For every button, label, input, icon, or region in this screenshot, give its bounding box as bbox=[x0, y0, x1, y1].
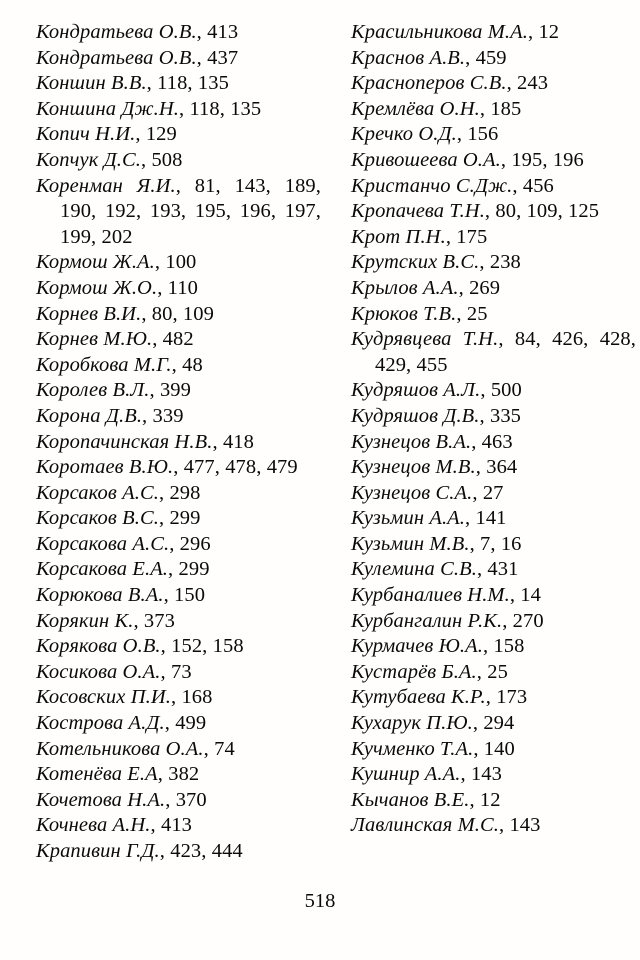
entry-pages: 298 bbox=[169, 481, 201, 504]
entry-pages: 296 bbox=[179, 532, 211, 555]
entry-pages: 418 bbox=[222, 430, 254, 453]
index-entry: Крылов А.А., 269 bbox=[351, 276, 501, 299]
index-column-right bbox=[351, 20, 636, 865]
entry-name: Крюков Т.В. bbox=[351, 302, 457, 325]
index-entry: Коробкова М.Г., 48 bbox=[36, 353, 203, 376]
entry-pages: 423, 444 bbox=[170, 840, 243, 862]
entry-name: Кучменко Т.А. bbox=[351, 737, 474, 760]
index-entry: Корякова О.В., 152, 158 bbox=[36, 635, 244, 658]
index-entry: Курбаналиев Н.М., 14 bbox=[351, 584, 541, 607]
page-number: 518 bbox=[304, 890, 336, 912]
index-entry: Кочетова Н.А., 370 bbox=[36, 788, 207, 811]
entry-pages: 25 bbox=[487, 660, 508, 683]
entry-name: Коншин В.В. bbox=[36, 72, 147, 95]
entry-name: Кулемина С.В. bbox=[351, 558, 477, 581]
index-entry: Корнев М.Ю., 482 bbox=[36, 328, 194, 351]
entry-pages: 238 bbox=[489, 251, 521, 274]
index-entry: Крутских В.С., 238 bbox=[351, 251, 521, 274]
index-entry: Коротаев В.Ю., 477, 478, 479 bbox=[36, 456, 298, 479]
index-entry: Красноперов С.В., 243 bbox=[351, 72, 549, 95]
index-entry: Кормош Ж.А., 100 bbox=[36, 251, 197, 274]
entry-pages: 118, 135 bbox=[189, 97, 262, 120]
entry-name: Кудрявцева Т.Н. bbox=[351, 328, 499, 351]
entry-pages: 80, 109, 125 bbox=[495, 200, 600, 223]
entry-name: Коробкова М.Г. bbox=[36, 353, 172, 376]
index-entry: Кочнева А.Н., 413 bbox=[36, 814, 193, 837]
entry-name: Курбангалин Р.К. bbox=[351, 609, 503, 632]
entry-pages: 459 bbox=[475, 46, 507, 69]
entry-pages: 413 bbox=[207, 21, 239, 43]
entry-name: Кристанчо С.Дж. bbox=[351, 174, 513, 197]
entry-pages: 80, 109 bbox=[151, 302, 214, 325]
entry-pages: 84, 426, 428, 429, 455 bbox=[375, 328, 636, 376]
entry-pages: 364 bbox=[486, 456, 518, 479]
entry-name: Кормош Ж.А. bbox=[36, 251, 155, 274]
index-entry: Кудряшов А.Л., 500 bbox=[351, 379, 522, 402]
entry-name: Кудряшов Д.В. bbox=[351, 404, 480, 427]
entry-pages: 129 bbox=[145, 123, 177, 146]
entry-name: Красноперов С.В. bbox=[351, 72, 507, 95]
entry-pages: 508 bbox=[151, 148, 183, 171]
entry-name: Кондратьева О.В. bbox=[36, 21, 197, 43]
index-entry: Кормош Ж.О., 110 bbox=[36, 276, 198, 299]
entry-pages: 373 bbox=[143, 609, 175, 632]
entry-name: Кустарёв Б.А. bbox=[351, 660, 477, 683]
entry-name: Кривошеева О.А. bbox=[351, 148, 501, 171]
entry-pages: 382 bbox=[168, 763, 200, 786]
index-entry: Кузнецов М.В., 364 bbox=[351, 456, 518, 479]
entry-pages: 339 bbox=[152, 404, 184, 427]
index-entry: Кречко О.Д., 156 bbox=[351, 123, 499, 146]
entry-pages: 482 bbox=[162, 328, 194, 351]
entry-name: Кондратьева О.В. bbox=[36, 46, 197, 69]
index-entry: Кондратьева О.В., 437 bbox=[36, 46, 239, 69]
entry-name: Кузнецов С.А. bbox=[351, 481, 473, 504]
index-entry: Кутубаева К.Р., 173 bbox=[351, 686, 528, 709]
entry-name: Кычанов В.Е. bbox=[351, 788, 470, 811]
entry-name: Коропачинская Н.В. bbox=[36, 430, 213, 453]
entry-pages: 27 bbox=[482, 481, 504, 504]
entry-pages: 269 bbox=[469, 276, 501, 299]
entry-pages: 140 bbox=[483, 737, 515, 760]
index-entry: Корона Д.В., 339 bbox=[36, 404, 184, 427]
entry-pages: 499 bbox=[175, 712, 207, 735]
entry-pages: 73 bbox=[170, 660, 192, 683]
entry-name: Корсакова А.С. bbox=[36, 532, 170, 555]
entry-name: Коротаев В.Ю. bbox=[36, 456, 174, 479]
entry-name: Крутских В.С. bbox=[351, 251, 480, 274]
entry-name: Кострова А.Д. bbox=[36, 712, 165, 735]
entry-name: Корнев М.Ю. bbox=[36, 328, 153, 351]
entry-pages: 143 bbox=[509, 814, 541, 837]
index-entry: Котельникова О.А., 74 bbox=[36, 737, 235, 760]
index-entry: Копчук Д.С., 508 bbox=[36, 148, 183, 171]
entry-pages: 270 bbox=[512, 609, 544, 632]
entry-name: Кушнир А.А. bbox=[351, 763, 461, 786]
index-entry: Кузьмин М.В., 7, 16 bbox=[351, 532, 522, 555]
entry-pages: 173 bbox=[496, 686, 528, 709]
entry-pages: 477, 478, 479 bbox=[183, 456, 298, 479]
entry-name: Кузьмин М.В. bbox=[351, 532, 470, 555]
entry-name: Корсакова Е.А. bbox=[36, 558, 169, 581]
entry-pages: 143 bbox=[470, 763, 503, 786]
entry-pages: 152, 158 bbox=[171, 635, 244, 658]
entry-name: Кочетова Н.А. bbox=[36, 788, 166, 811]
entry-pages: 25 bbox=[466, 302, 488, 325]
entry-pages: 370 bbox=[175, 788, 207, 811]
entry-pages: 7, 16 bbox=[480, 532, 522, 555]
entry-name: Кремлёва О.Н. bbox=[351, 97, 480, 120]
index-entry: Кузьмин А.А., 141 bbox=[351, 507, 507, 530]
entry-name: Косовских П.И. bbox=[36, 686, 171, 709]
entry-name: Копич Н.И. bbox=[36, 123, 136, 146]
entry-name: Корона Д.В. bbox=[36, 404, 143, 427]
index-entry: Кулемина С.В., 431 bbox=[351, 558, 519, 581]
entry-name: Кочнева А.Н. bbox=[36, 814, 151, 837]
entry-pages: 294 bbox=[483, 712, 515, 735]
entry-name: Кузнецов В.А. bbox=[351, 430, 472, 453]
entry-name: Косикова О.А. bbox=[36, 660, 161, 683]
entry-name: Кормош Ж.О. bbox=[36, 276, 158, 299]
entry-name: Кузьмин А.А. bbox=[351, 507, 466, 530]
entry-pages: 81, 143, 189, 190, 192, 193, 195, 196, 197, 199, 202 bbox=[60, 174, 321, 248]
index-entry: Корякин К., 373 bbox=[36, 609, 175, 632]
entry-name: Кудряшов А.Л. bbox=[351, 379, 481, 402]
index-entry: Кычанов В.Е., 12 bbox=[351, 788, 501, 811]
index-entry: Кристанчо С.Дж., 456 bbox=[351, 174, 554, 197]
entry-name: Кузнецов М.В. bbox=[351, 456, 476, 479]
entry-pages: 413 bbox=[160, 814, 193, 837]
entry-pages: 399 bbox=[159, 379, 192, 402]
entry-pages: 299 bbox=[169, 507, 201, 530]
index-entry: Кузнецов С.А., 27 bbox=[351, 481, 504, 504]
index-entry: Крапивин Г.Д., 423, 444 bbox=[36, 840, 243, 862]
index-entry: Курмачев Ю.А., 158 bbox=[351, 635, 525, 658]
entry-name: Краснов А.В. bbox=[351, 46, 466, 69]
entry-pages: 100 bbox=[165, 251, 197, 274]
index-entry: Кудрявцева Т.Н., 84, 426, 428, 429, 455 bbox=[351, 328, 636, 376]
index-entry: Корсакова Е.А., 299 bbox=[36, 558, 210, 581]
entry-pages: 175 bbox=[456, 225, 488, 248]
entry-pages: 150 bbox=[174, 584, 206, 607]
index-entry: Коншина Дж.Н., 118, 135 bbox=[36, 97, 262, 120]
entry-name: Коренман Я.И. bbox=[36, 174, 176, 197]
entry-name: Копчук Д.С. bbox=[36, 148, 141, 171]
index-entry: Котенёва Е.А, 382 bbox=[36, 763, 200, 786]
entry-pages: 48 bbox=[182, 353, 203, 376]
entry-name: Корнев В.И. bbox=[36, 302, 142, 325]
entry-pages: 158 bbox=[493, 635, 525, 658]
index-entry: Королев В.Л., 399 bbox=[36, 379, 192, 402]
entry-name: Кречко О.Д. bbox=[351, 123, 457, 146]
entry-pages: 168 bbox=[181, 686, 213, 709]
index-entry: Корсаков А.С., 298 bbox=[36, 481, 201, 504]
entry-pages: 431 bbox=[487, 558, 519, 581]
index-entry: Косовских П.И., 168 bbox=[36, 686, 213, 709]
entry-name: Королев В.Л. bbox=[36, 379, 150, 402]
entry-pages: 110 bbox=[167, 276, 198, 299]
entry-pages: 243 bbox=[517, 72, 549, 95]
index-column-left bbox=[36, 20, 321, 865]
index-entry: Косикова О.А., 73 bbox=[36, 660, 192, 683]
index-entry: Кривошеева О.А., 195, 196 bbox=[351, 148, 584, 171]
index-entry: Кучменко Т.А., 140 bbox=[351, 737, 515, 760]
index-entry: Кострова А.Д., 499 bbox=[36, 712, 207, 735]
index-entry: Кондратьева О.В., 413 bbox=[36, 21, 239, 43]
index-entry: Кухарук П.Ю., 294 bbox=[351, 712, 515, 735]
entry-name: Крапивин Г.Д. bbox=[36, 840, 160, 862]
entry-name: Корякин К. bbox=[36, 609, 134, 632]
entry-name: Кутубаева К.Р. bbox=[351, 686, 486, 709]
entry-pages: 500 bbox=[490, 379, 522, 402]
entry-name: Корякова О.В. bbox=[36, 635, 161, 658]
index-entry: Крюков Т.В., 25 bbox=[351, 302, 488, 325]
entry-name: Курбаналиев Н.М. bbox=[351, 584, 510, 607]
index-entry: Красильникова М.А., 12 bbox=[351, 21, 560, 43]
index-entry: Кушнир А.А., 143 bbox=[351, 763, 503, 786]
entry-pages: 185 bbox=[490, 97, 522, 120]
entry-name: Корсаков В.С. bbox=[36, 507, 159, 530]
entry-name: Корюкова В.А. bbox=[36, 584, 164, 607]
entry-pages: 299 bbox=[178, 558, 210, 581]
index-entry: Корсакова А.С., 296 bbox=[36, 532, 211, 555]
index-entry: Корнев В.И., 80, 109 bbox=[36, 302, 214, 325]
index-entry: Кузнецов В.А., 463 bbox=[351, 430, 513, 453]
entry-pages: 463 bbox=[481, 430, 513, 453]
index-entry: Курбангалин Р.К., 270 bbox=[351, 609, 544, 632]
index-entry: Корюкова В.А., 150 bbox=[36, 584, 206, 607]
index-entry: Коншин В.В., 118, 135 bbox=[36, 72, 229, 95]
entry-name: Курмачев Ю.А. bbox=[351, 635, 483, 658]
entry-name: Красильникова М.А. bbox=[351, 21, 528, 43]
entry-name: Коншина Дж.Н. bbox=[36, 97, 179, 120]
index-entry: Кустарёв Б.А., 25 bbox=[351, 660, 508, 683]
index-entry: Копич Н.И., 129 bbox=[36, 123, 177, 146]
entry-pages: 12 bbox=[479, 788, 501, 811]
entry-pages: 195, 196 bbox=[511, 148, 584, 171]
entry-name: Кухарук П.Ю. bbox=[351, 712, 473, 735]
entry-name: Котенёва Е.А bbox=[36, 763, 158, 786]
entry-name: Корсаков А.С. bbox=[36, 481, 159, 504]
entry-name: Крот П.Н. bbox=[351, 225, 446, 248]
index-entry: Корсаков В.С., 299 bbox=[36, 507, 201, 530]
entry-pages: 456 bbox=[522, 174, 554, 197]
index-entry: Крот П.Н., 175 bbox=[351, 225, 488, 248]
index-entry: Кремлёва О.Н., 185 bbox=[351, 97, 522, 120]
entry-pages: 156 bbox=[467, 123, 499, 146]
index-entry: Краснов А.В., 459 bbox=[351, 46, 507, 69]
entry-pages: 12 bbox=[538, 21, 560, 43]
entry-pages: 118, 135 bbox=[157, 72, 229, 95]
index-entry: Кропачева Т.Н., 80, 109, 125 bbox=[351, 200, 600, 223]
index-entry: Кудряшов Д.В., 335 bbox=[351, 404, 522, 427]
entry-name: Кропачева Т.Н. bbox=[351, 200, 485, 223]
index-entry: Лавлинская М.С., 143 bbox=[351, 814, 541, 837]
entry-pages: 74 bbox=[214, 737, 235, 760]
entry-pages: 335 bbox=[489, 404, 522, 427]
entry-pages: 141 bbox=[475, 507, 507, 530]
index-entry: Коропачинская Н.В., 418 bbox=[36, 430, 254, 453]
entry-name: Лавлинская М.С. bbox=[351, 814, 499, 837]
entry-name: Котельникова О.А. bbox=[36, 737, 204, 760]
index-entry: Коренман Я.И., 81, 143, 189, 190, 192, 193, 195, 196, 197, 199, 202 bbox=[36, 174, 321, 248]
entry-pages: 437 bbox=[207, 46, 239, 69]
entry-name: Крылов А.А. bbox=[351, 276, 459, 299]
entry-pages: 14 bbox=[520, 584, 541, 607]
